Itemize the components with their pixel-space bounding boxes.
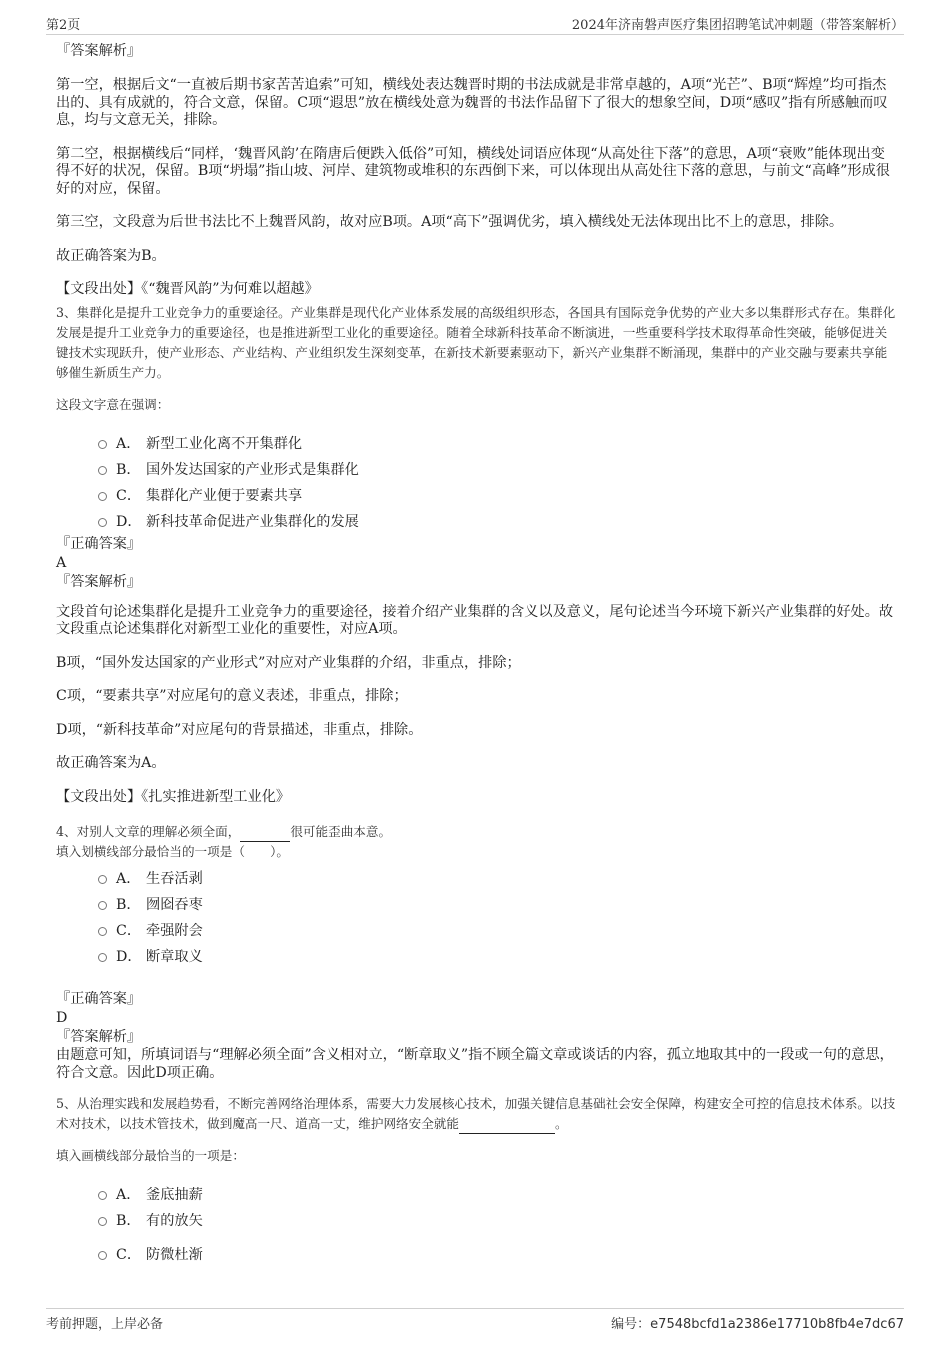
q4-analysis-label: 『答案解析』 bbox=[56, 1029, 142, 1045]
q3-analysis-para-3: C项，“要素共享”对应尾句的意义表述，非重点，排除； bbox=[56, 688, 408, 704]
q2-analysis-para-2: 第二空，根据横线后“同样，‘魏晋风韵’在隋唐后便跌入低俗”可知，横线处词语应体现“从高处往下落”的意思，A项“衰败”能体现出变得不好的状况，保留。B项“坍塌”指山坡、河岸、建筑物或堆积的东西倒下来，可以体现出从高处往下落的意思，与前文“高峰”形成很好的对应，保留。 bbox=[56, 145, 890, 197]
q2-analysis-para-1: 第一空，根据后文“一直被后期书家苦苦追索”可知，横线处表达魏晋时期的书法成就是非常卓越的，A项“光芒”、B项“辉煌”均可指杰出的、具有成就的，符合文意，保留。C项“遐思”放在横线处意为魏晋的书法作品留下了很大的想象空间，D项“感叹”指有所感触而叹息，均与文意无关，排除。 bbox=[56, 77, 888, 128]
q3-answer: A bbox=[56, 554, 67, 571]
q3-conclusion: 故正确答案为A。 bbox=[56, 755, 166, 771]
q3-analysis-label: 『答案解析』 bbox=[56, 573, 142, 590]
q4-option-d[interactable]: D． 断章取义 bbox=[56, 944, 896, 970]
page-content bbox=[56, 42, 896, 1268]
q5-stem: 5、从治理实践和发展趋势看，不断完善网络治理体系，需要大力发展核心技术，加强关键信息基础社会安全保障，构建安全可控的信息技术体系。以技术对技术，以技术管技术，做到魔高一尺、道高一丈，维护网络安全就能 。 bbox=[56, 1094, 896, 1134]
q3-source: 【文段出处】《扎实推进新型工业化》 bbox=[56, 788, 291, 805]
q4-analysis: 由题意可知，所填词语与“理解必须全面”含义相对立，“断章取义”指不顾全篇文章或谈话的内容，孤立地取其中的一段或一句的意思，符合文意。因此D项正确。 bbox=[56, 1047, 894, 1081]
q4-option-a[interactable]: A． 生吞活剥 bbox=[56, 866, 896, 892]
q3-option-a[interactable]: A． 新型工业化离不开集群化 bbox=[56, 431, 896, 457]
q5-prompt: 填入画横线部分最恰当的一项是： bbox=[56, 1148, 245, 1163]
q3-option-b[interactable]: B． 国外发达国家的产业形式是集群化 bbox=[56, 457, 896, 483]
page-header bbox=[46, 12, 904, 35]
q4-option-c[interactable]: C． 牵强附会 bbox=[56, 918, 896, 944]
q5-option-c[interactable]: C． 防微杜渐 bbox=[56, 1242, 896, 1268]
q4-stem: 4、对别人文章的理解必须全面， 很可能歪曲本意。 bbox=[56, 822, 896, 842]
q4-answer: D bbox=[56, 1010, 68, 1026]
q4-answer-label: 『正确答案』 bbox=[56, 991, 142, 1007]
q2-conclusion: 故正确答案为B。 bbox=[56, 247, 166, 264]
q4-prompt: 填入划横线部分最恰当的一项是（ ）。 bbox=[56, 844, 289, 859]
q4-options bbox=[56, 866, 896, 970]
q2-analysis-para-3: 第三空，文段意为后世书法比不上魏晋风韵，故对应B项。A项“高下”强调优劣，填入横线处无法体现出比不上的意思，排除。 bbox=[56, 214, 844, 230]
q5-blank bbox=[459, 1119, 555, 1134]
q5-options bbox=[56, 1182, 896, 1268]
radio-button[interactable] bbox=[98, 927, 107, 936]
radio-button[interactable] bbox=[98, 1217, 107, 1226]
q4-blank bbox=[240, 827, 290, 842]
radio-button[interactable] bbox=[98, 492, 107, 501]
page-number: 第2页 bbox=[46, 18, 81, 33]
radio-button[interactable] bbox=[98, 440, 107, 449]
q3-analysis-para-1: 文段首句论述集群化是提升工业竞争力的重要途径，接着介绍产业集群的含义以及意义，尾句论述当今环境下新兴产业集群的好处。故文段重点论述集群化对新型工业化的重要性，对应A项。 bbox=[56, 603, 894, 637]
radio-button[interactable] bbox=[98, 466, 107, 475]
q3-analysis-para-2: B项，“国外发达国家的产业形式”对应对产业集群的介绍，非重点，排除； bbox=[56, 654, 521, 671]
q3-options bbox=[56, 431, 896, 535]
q3-option-c[interactable]: C． 集群化产业便于要素共享 bbox=[56, 483, 896, 509]
q4-option-b[interactable]: B． 囫囵吞枣 bbox=[56, 892, 896, 918]
q5-option-b[interactable]: B． 有的放矢 bbox=[56, 1208, 896, 1234]
q3-stem: 3、集群化是提升工业竞争力的重要途径。产业集群是现代化产业体系发展的高级组织形态，各国具有国际竞争优势的产业大多以集群形式存在。集群化发展是提升工业竞争力的重要途径，也是推进新型工业化的重要途径。随着全球新科技革命不断演进，一些重要科学技术取得革命性突破，能够促进关键技术实现跃升，使产业形态、产业结构、产业组织发生深刻变革，在新技术新要素驱动下，新兴产业集群不断涌现，集群中的产业交融与要素共享能够催生新质生产力。 bbox=[56, 304, 896, 380]
footer-slogan: 考前押题，上岸必备 bbox=[46, 1317, 164, 1332]
radio-button[interactable] bbox=[98, 875, 107, 884]
document-title: 2024年济南磐声医疗集团招聘笔试冲刺题（带答案解析） bbox=[571, 18, 904, 33]
page-footer bbox=[46, 1308, 904, 1331]
radio-button[interactable] bbox=[98, 1191, 107, 1200]
q2-source: 【文段出处】《“魏晋风韵”为何难以超越》 bbox=[56, 281, 319, 297]
q3-option-d[interactable]: D． 新科技革命促进产业集群化的发展 bbox=[56, 509, 896, 535]
radio-button[interactable] bbox=[98, 901, 107, 910]
radio-button[interactable] bbox=[98, 1251, 107, 1260]
document-id: 编号：e7548bcfd1a2386e17710b8fb4e7dc67 bbox=[611, 1317, 904, 1332]
q3-prompt: 这段文字意在强调： bbox=[56, 396, 170, 412]
radio-button[interactable] bbox=[98, 953, 107, 962]
q2-analysis-label: 『答案解析』 bbox=[56, 43, 142, 59]
q3-analysis-para-4: D项，“新科技革命”对应尾句的背景描述，非重点，排除。 bbox=[56, 721, 423, 738]
q5-option-a[interactable]: A． 釜底抽薪 bbox=[56, 1182, 896, 1208]
q3-answer-label: 『正确答案』 bbox=[56, 535, 142, 552]
radio-button[interactable] bbox=[98, 518, 107, 527]
